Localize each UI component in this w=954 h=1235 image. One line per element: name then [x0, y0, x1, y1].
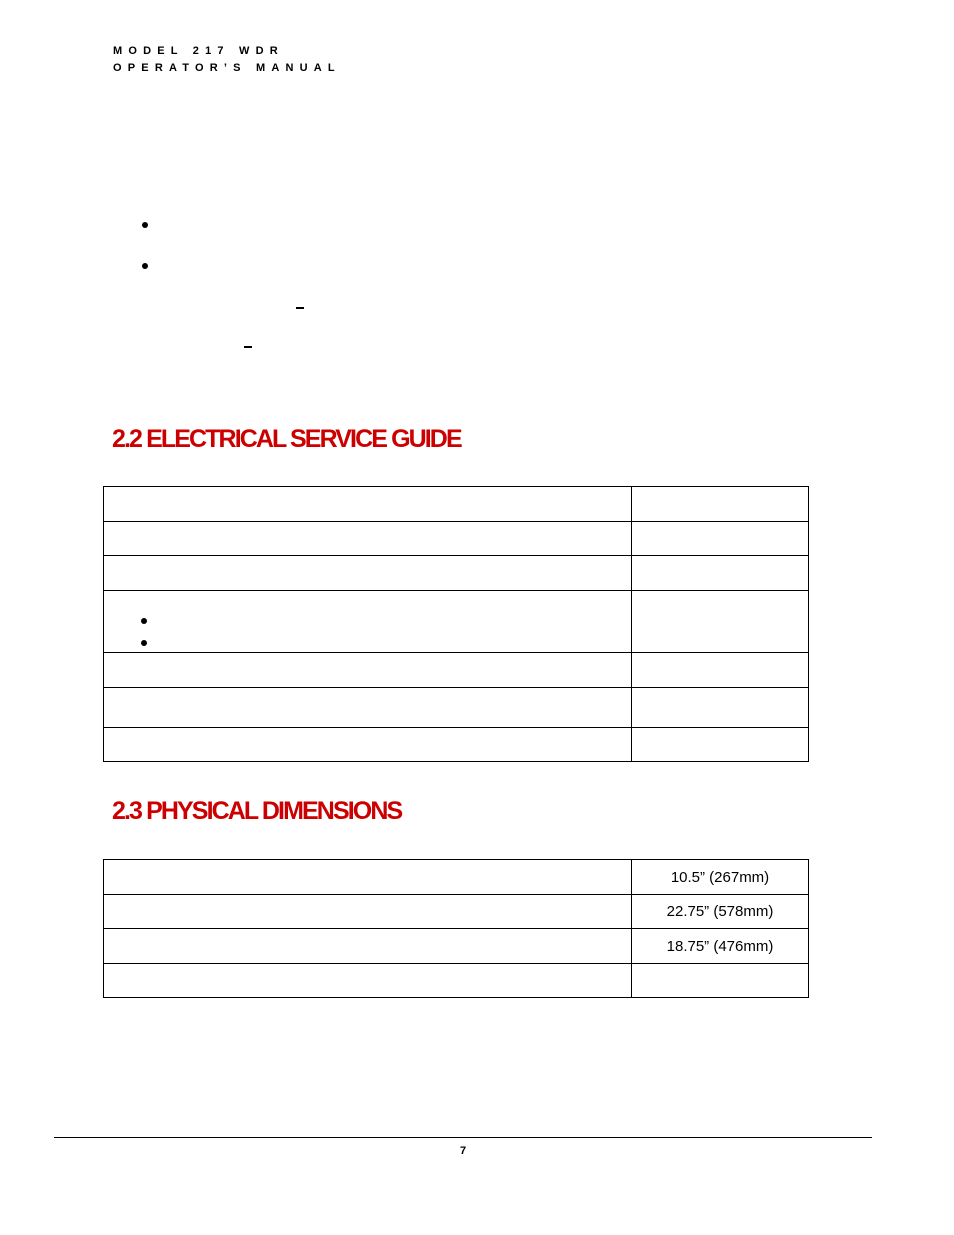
- dimension-label: [104, 895, 632, 929]
- table-row: [104, 487, 809, 522]
- dimension-label: [104, 964, 632, 998]
- dimension-value: 10.5” (267mm): [632, 860, 809, 895]
- table-cell-label: [104, 728, 632, 762]
- table-cell-label: [104, 653, 632, 688]
- table-cell-value: [632, 728, 809, 762]
- table-row: [104, 964, 809, 998]
- bullet-marker: [142, 222, 148, 228]
- electrical-service-table: [103, 486, 809, 762]
- table-cell-value: [632, 522, 809, 556]
- table-cell-value: [632, 487, 809, 522]
- dimension-label: [104, 929, 632, 964]
- page-number: 7: [459, 1145, 467, 1157]
- dimension-value: 18.75” (476mm): [632, 929, 809, 964]
- section-heading-physical: 2.3 PHYSICAL DIMENSIONS: [112, 797, 402, 825]
- section-heading-electrical: 2.2 ELECTRICAL SERVICE GUIDE: [112, 425, 461, 453]
- dimension-value: [632, 964, 809, 998]
- table-row: [104, 728, 809, 762]
- footer-rule: [54, 1137, 872, 1138]
- table-cell-label: [104, 556, 632, 591]
- physical-dimensions-table: [103, 859, 809, 998]
- bullet-marker: [141, 618, 147, 624]
- table-cell-value: [632, 688, 809, 728]
- table-row: [104, 895, 809, 929]
- table-row: [104, 556, 809, 591]
- table-cell-value: [632, 591, 809, 653]
- dash-marker: [296, 307, 304, 309]
- table-row: [104, 653, 809, 688]
- table-row: [104, 860, 809, 895]
- table-cell-label: [104, 688, 632, 728]
- table-row: [104, 591, 809, 653]
- running-header-model: MODEL 217 WDR: [113, 45, 284, 57]
- table-cell-value: [632, 556, 809, 591]
- table-row: [104, 688, 809, 728]
- dash-marker: [244, 346, 252, 348]
- table-row: [104, 522, 809, 556]
- bullet-marker: [142, 263, 148, 269]
- table-cell-value: [632, 653, 809, 688]
- table-cell-label: [104, 487, 632, 522]
- dimension-label: [104, 860, 632, 895]
- table-row: [104, 929, 809, 964]
- bullet-marker: [141, 640, 147, 646]
- table-cell-label: [104, 522, 632, 556]
- table-cell-label: [104, 591, 632, 653]
- running-header-manual: OPERATOR’S MANUAL: [113, 62, 341, 74]
- dimension-value: 22.75” (578mm): [632, 895, 809, 929]
